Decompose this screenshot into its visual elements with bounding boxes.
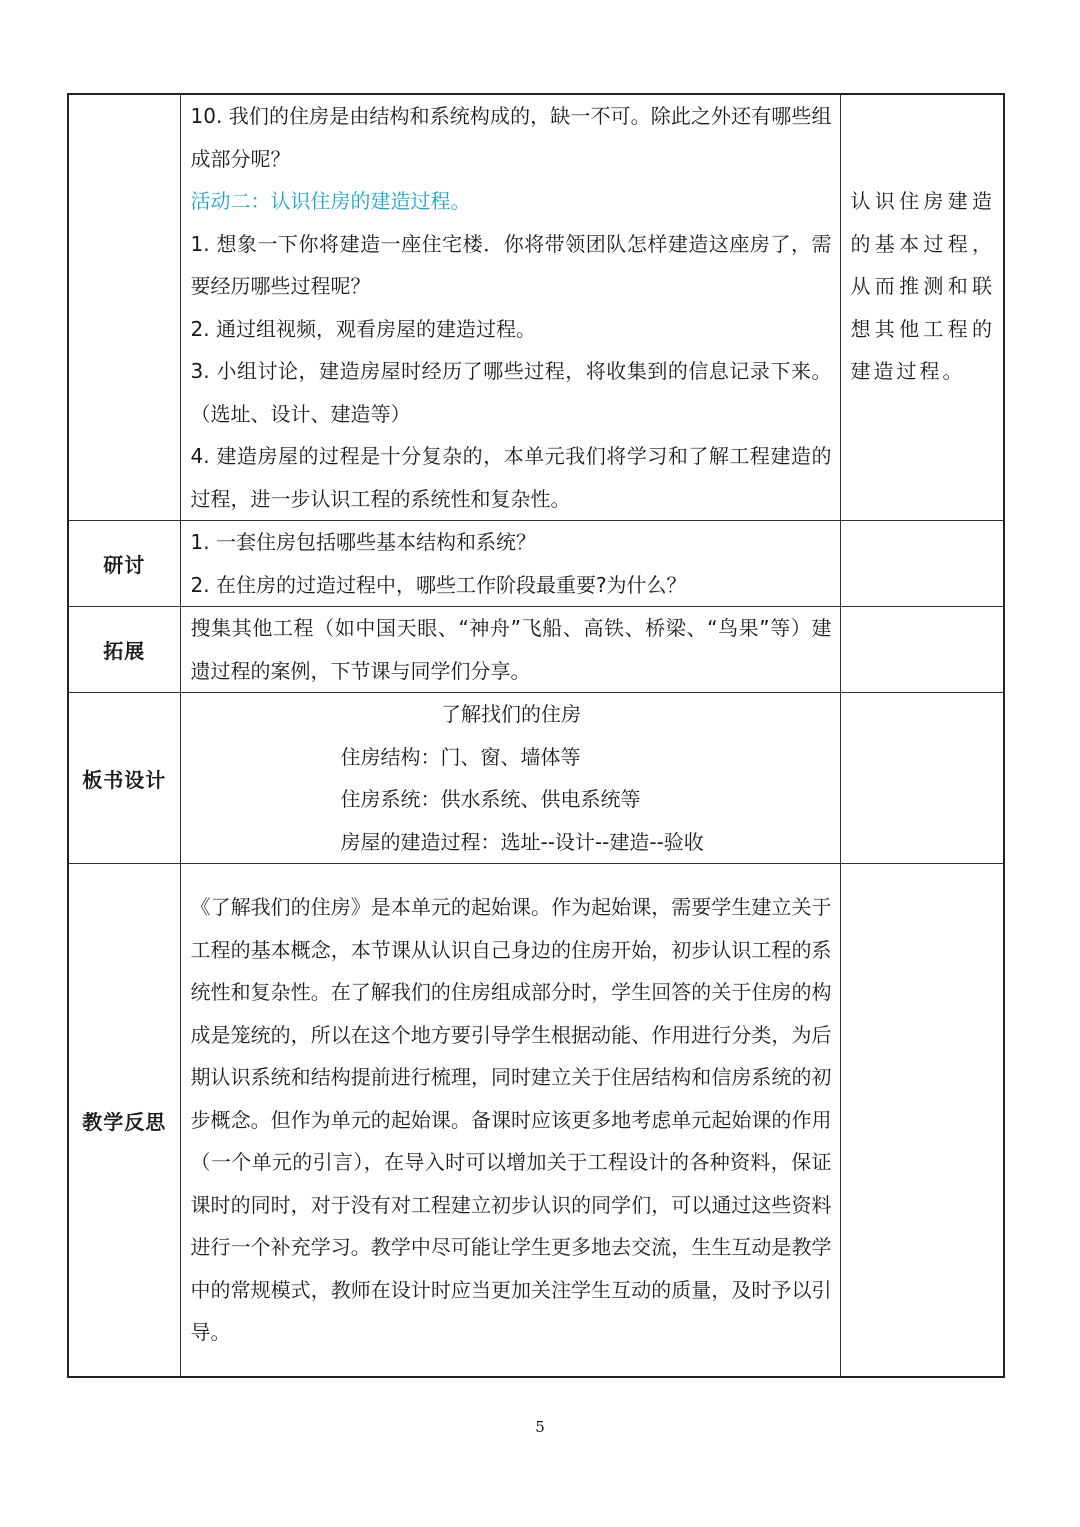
activity-heading: 活动二：认识住房的建造过程。 <box>190 189 471 213</box>
content-line: 1. 想象一下你将建造一座住宅楼．你将带领团队怎样建造这座房了，需要经历哪些过程呢？ <box>190 231 832 298</box>
table-row-activity <box>68 94 1004 521</box>
board-title: 了解找们的住房 <box>441 702 581 726</box>
reflection-content-cell <box>180 864 840 1378</box>
table-row-extension <box>68 607 1004 693</box>
empty-note-cell <box>840 607 1004 693</box>
content-line: 1. 一套住房包括哪些基本结构和系统？ <box>190 530 536 554</box>
row-label-reflection: 教学反思 <box>68 864 180 1378</box>
table-row-reflection <box>68 864 1004 1378</box>
label-cell-empty <box>68 94 180 521</box>
content-line: 4. 建造房屋的过程是十分复杂的，本单元我们将学习和了解工程建造的过程，进一步认识工程的系统性和复杂性。 <box>190 444 832 511</box>
table-row-board <box>68 693 1004 864</box>
content-line: 3. 小组讨论，建造房屋时经历了哪些过程，将收集到的信息记录下来。（选址、设计、建造等） <box>190 359 832 426</box>
design-intent-cell <box>840 94 1004 521</box>
page-number: 5 <box>535 1418 545 1436</box>
empty-note-cell <box>840 864 1004 1378</box>
content-line: 2. 通过组视频，观看房屋的建造过程。 <box>190 316 536 341</box>
board-line: 房屋的建造过程：选址--设计--建造--验收 <box>340 829 704 854</box>
empty-note-cell <box>840 693 1004 864</box>
content-line: 2. 在住房的过造过程中，哪些工作阶段最重要?为什么？ <box>190 572 687 597</box>
content-line: 《了解我们的住房》是本单元的起始课。作为起始课，需要学生建立关于工程的基本概念，本节课从认识自己身边的住房开始，初步认识工程的系统性和复杂性。在了解我们的住房组成部分时，学生回答的关于住房的构成是笼统的，所以在这个地方要引导学生根据动能、作用进行分类，为后期认识系统和结构提前进行梳理，同时建立关于住居结构和信房系统的初步概念。但作为单元的起始课。备课时应该更多地考虑单元起始课的作用（一个单元的引言），在导入时可以增加关于工程设计的各种资料，保证课时的同时，对于没有对工程建立初步认识的同学们，可以通过这些资料进行一个补充学习。教学中尽可能让学生更多地去交流，生生互动是教学中的常规模式，教师在设计时应当更加关注学生互动的质量，及时予以引导。 <box>190 895 832 1345</box>
board-line: 住房系统：供水系统、供电系统等 <box>340 787 641 811</box>
row-label-extension: 拓展 <box>68 607 180 693</box>
empty-note-cell <box>840 521 1004 607</box>
board-line: 住房结构：门、窗、墙体等 <box>340 744 581 769</box>
discussion-content-cell <box>180 521 840 607</box>
row-label-discussion: 研讨 <box>68 521 180 607</box>
content-line: 10. 我们的住房是由结构和系统构成的，缺一不可。除此之外还有哪些组成部分呢？ <box>190 104 832 171</box>
content-line: 搜集其他工程（如中国天眼、“神舟”飞船、高铁、桥梁、“鸟果”等）建遗过程的案例，下节课与同学们分享。 <box>190 616 832 683</box>
activity-content-cell <box>180 94 840 521</box>
row-label-board: 板书设计 <box>68 693 180 864</box>
design-intent-note: 认识住房建造的基本过程，从而推测和联想其他工程的建造过程。 <box>850 189 995 383</box>
table-row-discussion <box>68 521 1004 607</box>
extension-content-cell <box>180 607 840 693</box>
board-content-cell <box>180 693 840 864</box>
lesson-plan-table <box>67 93 1005 1378</box>
